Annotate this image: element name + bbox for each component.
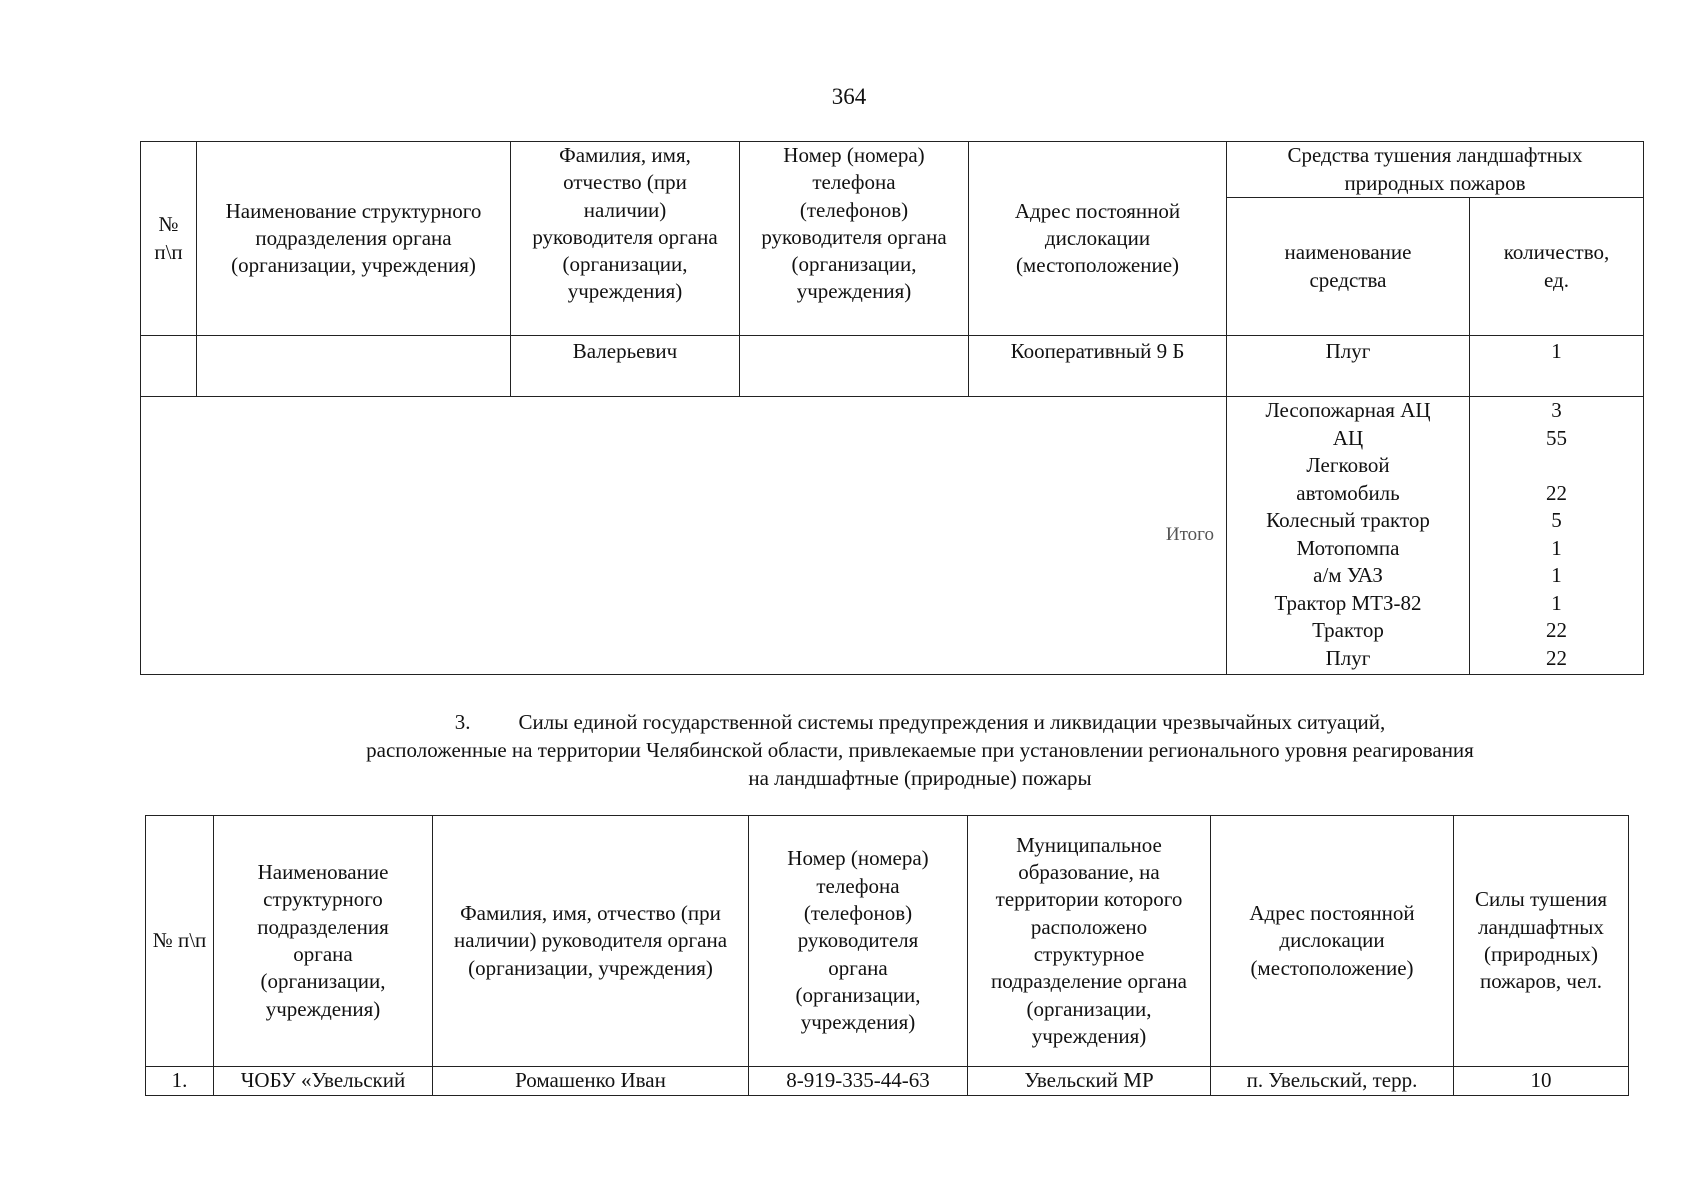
- page-number: 364: [831, 84, 867, 109]
- cell-unit-name: ЧОБУ «Увельский: [214, 1067, 433, 1096]
- col-header-phone: Номер (номера) телефона (телефонов) руководителя органа (организации, учреждения): [749, 816, 968, 1067]
- cell-address: п. Увельский, терр.: [1211, 1067, 1454, 1096]
- total-label: Итого: [141, 397, 1227, 675]
- section-title-line1: Силы единой государственной системы предупреждения и ликвидации чрезвычайных ситуаций,: [518, 710, 1386, 734]
- total-item-name: АЦ: [1332, 425, 1364, 450]
- col-header-means-group: Средства тушения ландшафтных природных пожаров: [1227, 142, 1644, 198]
- totals-names: [1227, 397, 1470, 675]
- col-header-means-name: наименование средства: [1227, 198, 1470, 336]
- col-header-head-name: Фамилия, имя, отчество (при наличии) руководителя органа (организации, учреждения): [511, 142, 740, 336]
- total-item-qty: 1: [1551, 535, 1562, 560]
- total-item-name: Лесопожарная АЦ: [1265, 398, 1431, 422]
- cell-phone: 8-919-335-44-63: [749, 1067, 968, 1096]
- cell-head-name: Валерьевич: [511, 336, 740, 397]
- col-header-unit-name: Наименование структурного подразделения органа (организации, учреждения): [214, 816, 433, 1067]
- total-item-qty: 1: [1551, 590, 1562, 615]
- total-item-name: Плуг: [1325, 645, 1371, 670]
- cell-means-name: Плуг: [1227, 336, 1470, 397]
- col-header-means-qty: количество, ед.: [1470, 198, 1644, 336]
- total-item-qty: 5: [1551, 508, 1562, 532]
- total-item-qty: 55: [1546, 425, 1567, 450]
- total-item-qty: 22: [1546, 618, 1567, 642]
- fire-means-table: [140, 141, 1644, 675]
- section-title-line3: на ландшафтные (природные) пожары: [748, 766, 1092, 790]
- col-header-num: № п\п: [146, 816, 214, 1067]
- cell-num: [141, 336, 197, 397]
- table-row: [146, 1067, 1629, 1096]
- total-item-name: Трактор МТЗ-82: [1274, 590, 1422, 615]
- table-header-row: [146, 816, 1629, 1067]
- col-header-municipality: Муниципальное образование, на территории которого расположено структурное подразделение органа (организации, учреждения): [968, 816, 1211, 1067]
- total-item-qty: 3: [1551, 398, 1562, 422]
- col-header-address: Адрес постоянной дислокации (местоположение): [1211, 816, 1454, 1067]
- total-item-name: а/м УАЗ: [1313, 563, 1383, 587]
- col-header-num: № п\п: [141, 142, 197, 336]
- section-heading: [220, 708, 1620, 792]
- cell-forces: 10: [1454, 1067, 1629, 1096]
- col-header-head-name: Фамилия, имя, отчество (при наличии) руководителя органа (организации, учреждения): [433, 816, 749, 1067]
- cell-head-name: Ромашенко Иван: [433, 1067, 749, 1096]
- totals-quantities: [1470, 397, 1644, 675]
- total-item-qty: [1476, 452, 1637, 480]
- cell-means-qty: 1: [1470, 336, 1644, 397]
- total-item-name: Легковой: [1306, 453, 1390, 477]
- table-header-row: [141, 142, 1644, 198]
- total-item-qty: 1: [1551, 563, 1562, 587]
- total-item-qty: 22: [1546, 480, 1567, 505]
- cell-municipality: Увельский МР: [968, 1067, 1211, 1096]
- emergency-forces-table: [145, 815, 1629, 1096]
- cell-phone: [740, 336, 969, 397]
- cell-unit-name: [197, 336, 511, 397]
- col-header-phone: Номер (номера) телефона (телефонов) руководителя органа (организации, учреждения): [740, 142, 969, 336]
- total-item-name: автомобиль: [1296, 480, 1400, 505]
- total-item-name: Мотопомпа: [1296, 535, 1400, 560]
- col-header-address: Адрес постоянной дислокации (местоположение): [969, 142, 1227, 336]
- col-header-unit-name: Наименование структурного подразделения органа (организации, учреждения): [197, 142, 511, 336]
- total-item-qty: 22: [1546, 645, 1567, 670]
- table-row: [141, 336, 1644, 397]
- col-header-forces: Силы тушения ландшафтных (природных) пожаров, чел.: [1454, 816, 1629, 1067]
- totals-row: [141, 397, 1644, 675]
- cell-num: 1.: [146, 1067, 214, 1096]
- cell-address: Кооперативный 9 Б: [969, 336, 1227, 397]
- section-number: 3.: [454, 710, 471, 734]
- total-item-name: Колесный трактор: [1266, 508, 1430, 532]
- total-item-name: Трактор: [1312, 618, 1384, 642]
- section-title-line2: расположенные на территории Челябинской области, привлекаемые при установлении регионального уровня реагирования: [366, 738, 1474, 762]
